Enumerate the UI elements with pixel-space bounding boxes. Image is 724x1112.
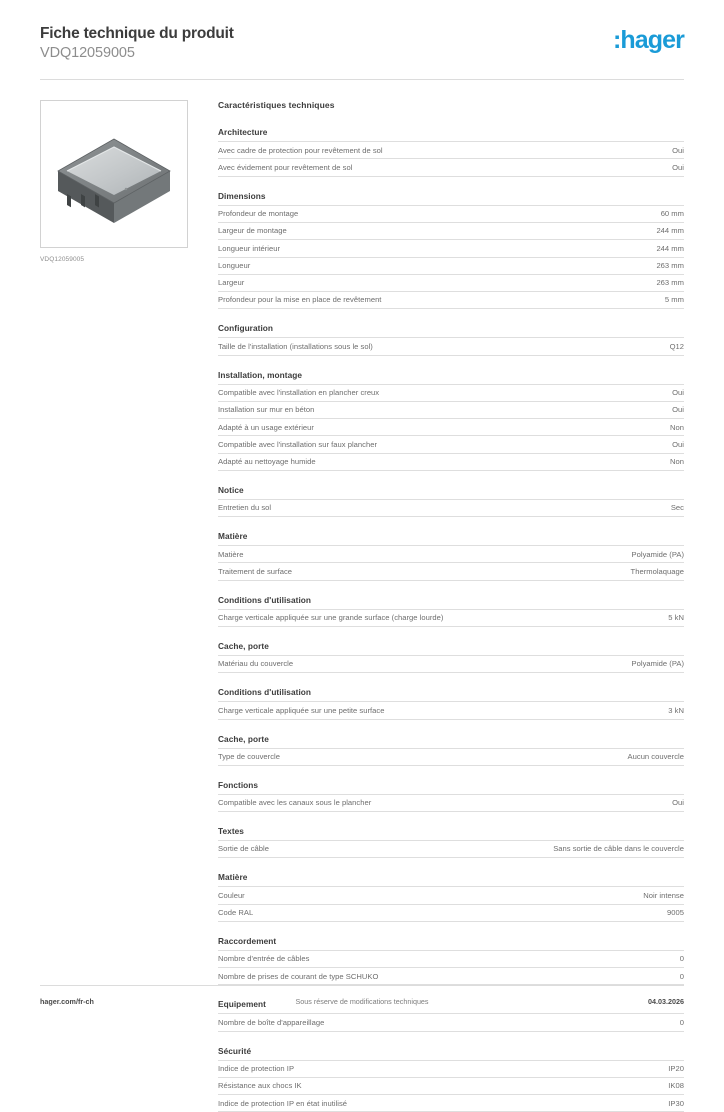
spec-row-value: IP30	[668, 1098, 684, 1108]
spec-row-label: Couleur	[218, 890, 245, 900]
title-block	[40, 22, 234, 63]
spec-row-value: 5 kN	[668, 613, 684, 623]
spec-section	[218, 826, 684, 858]
spec-row-value: IP20	[668, 1064, 684, 1074]
spec-row	[218, 840, 684, 858]
spec-row-value: 0	[679, 971, 684, 981]
spec-row-label: Installation sur mur en béton	[218, 405, 315, 415]
spec-row-value: Oui	[672, 388, 684, 397]
spec-row-label: Matière	[218, 549, 244, 559]
spec-row-label: Avec cadre de protection pour revêtement de sol	[218, 145, 383, 155]
spec-section	[218, 872, 684, 922]
hager-logo: :hager	[612, 26, 684, 54]
spec-section-heading: Conditions d'utilisation	[218, 687, 312, 698]
specifications-title: Caractéristiques techniques	[218, 100, 335, 111]
spec-section-heading: Dimensions	[218, 190, 266, 201]
spec-section-heading: Matière	[218, 531, 248, 542]
spec-row-label: Type de couvercle	[218, 751, 280, 761]
spec-row-value: 0	[679, 954, 684, 964]
spec-row-label: Charge verticale appliquée sur une petite surface	[218, 705, 385, 715]
spec-row-label: Entretien du sol	[218, 503, 272, 513]
spec-row-value: Polyamide (PA)	[631, 549, 684, 559]
spec-row-value: Thermolaquage	[630, 566, 684, 576]
spec-row	[218, 1013, 684, 1031]
spec-row-label: Largeur	[218, 278, 245, 288]
spec-row-value: Oui	[672, 405, 684, 415]
spec-row	[218, 158, 684, 176]
spec-row-label: Nombre de boîte d'appareillage	[218, 1017, 325, 1027]
product-code-subtitle: VDQ12059005	[40, 45, 135, 62]
product-image-frame	[40, 100, 188, 248]
spec-section	[218, 370, 684, 471]
spec-section-heading: Installation, montage	[218, 369, 303, 380]
spec-section-heading: Fonctions	[218, 779, 259, 790]
spec-row-value: 0	[679, 1017, 684, 1027]
spec-section-heading: Conditions d'utilisation	[218, 594, 312, 605]
spec-row-label: Charge verticale appliquée sur une grande surface (charge lourde)	[218, 613, 444, 623]
spec-row-value: 5 mm	[664, 295, 684, 305]
product-image-caption: VDQ12059005	[40, 256, 85, 264]
spec-row-value: Oui	[672, 798, 684, 808]
spec-section-heading: Cache, porte	[218, 641, 269, 651]
spec-section	[218, 595, 684, 627]
spec-row-value: 263 mm	[656, 260, 684, 270]
spec-row	[218, 435, 684, 452]
spec-row-label: Nombre d'entrée de câbles	[218, 954, 310, 964]
spec-row	[218, 384, 684, 401]
footer-date: 04.03.2026	[648, 997, 685, 1006]
spec-row	[218, 609, 684, 627]
spec-row	[218, 274, 684, 291]
spec-section-heading: Configuration	[218, 323, 274, 334]
spec-row	[218, 950, 684, 967]
spec-section	[218, 687, 684, 719]
spec-row-label: Avec évidement pour revêtement de sol	[218, 162, 353, 172]
spec-row-value: 263 mm	[656, 278, 684, 288]
spec-row-value: Aucun couvercle	[627, 751, 684, 761]
spec-row	[218, 545, 684, 562]
spec-row	[218, 904, 684, 922]
spec-row-value: Q12	[669, 341, 684, 351]
spec-row	[218, 655, 684, 673]
spec-row	[218, 748, 684, 766]
spec-section-heading: Cache, porte	[218, 733, 269, 744]
page-title: Fiche technique du produit	[40, 25, 234, 42]
spec-row	[218, 239, 684, 256]
spec-row	[218, 257, 684, 274]
spec-row-value: Non	[670, 422, 684, 432]
spec-row	[218, 701, 684, 719]
spec-section-heading: Sécurité	[218, 1045, 252, 1056]
spec-section	[218, 641, 684, 673]
spec-row	[218, 562, 684, 580]
spec-row	[218, 1060, 684, 1077]
floor-box-product-render	[48, 113, 180, 235]
spec-row-label: Indice de protection IP en état inutilisé	[218, 1098, 348, 1108]
spec-section-heading: Raccordement	[218, 935, 277, 946]
spec-section	[218, 323, 684, 355]
spec-section-heading: Notice	[218, 484, 244, 495]
spec-row-label: Compatible avec l'installation sur faux plancher	[218, 439, 378, 449]
spec-row-label: Largeur de montage	[218, 226, 287, 236]
spec-row-label: Taille de l'installation (installations sous le sol)	[218, 341, 373, 351]
spec-row	[218, 141, 684, 158]
spec-row-value: Polyamide (PA)	[631, 659, 684, 669]
spec-section	[218, 734, 684, 766]
spec-row	[218, 418, 684, 435]
spec-row-value: Sec	[670, 503, 684, 513]
spec-section-heading: Textes	[218, 826, 244, 837]
footer-disclaimer: Sous réserve de modifications techniques	[295, 997, 429, 1006]
spec-row-value: Oui	[672, 145, 684, 155]
spec-section	[218, 485, 684, 517]
spec-section	[218, 531, 684, 581]
spec-row-label: Compatible avec les canaux sous le plancher	[218, 798, 372, 808]
spec-row	[218, 205, 684, 222]
spec-section	[218, 780, 684, 812]
spec-row	[218, 1077, 684, 1094]
spec-row	[218, 222, 684, 239]
spec-row-value: Non	[670, 457, 684, 467]
spec-row	[218, 1094, 684, 1112]
spec-row-value: Noir intense	[643, 890, 684, 900]
specifications-table	[218, 127, 684, 1112]
spec-row-label: Sortie de câble	[218, 844, 269, 854]
spec-row-label: Profondeur pour la mise en place de revêtement	[218, 295, 382, 305]
spec-row-value: 9005	[667, 907, 684, 917]
spec-row-label: Indice de protection IP	[218, 1064, 295, 1074]
spec-row-label: Compatible avec l'installation en plancher creux	[218, 388, 380, 397]
spec-row-value: Oui	[672, 162, 684, 172]
spec-row-label: Adapté à un usage extérieur	[218, 422, 314, 432]
product-image-column	[40, 100, 190, 263]
spec-section-heading: Matière	[218, 872, 248, 883]
spec-row-value: Oui	[672, 439, 684, 449]
spec-row	[218, 337, 684, 355]
footer-website[interactable]: hager.com/fr-ch	[40, 997, 94, 1006]
spec-row-label: Traitement de surface	[218, 566, 292, 576]
spec-row-label: Longueur	[218, 260, 251, 270]
spec-row-label: Matériau du couvercle	[218, 659, 294, 669]
spec-row-value: IK08	[668, 1081, 684, 1091]
page-header	[40, 0, 684, 63]
spec-row	[218, 967, 684, 985]
spec-section	[218, 1046, 684, 1112]
spec-row	[218, 291, 684, 309]
spec-row	[218, 453, 684, 471]
spec-row-value: 3 kN	[668, 705, 684, 715]
spec-row	[218, 499, 684, 517]
spec-section	[218, 127, 684, 177]
spec-row-value: 60 mm	[660, 209, 684, 219]
spec-row	[218, 886, 684, 903]
page-content	[40, 80, 684, 1112]
spec-row-label: Adapté au nettoyage humide	[218, 457, 316, 467]
spec-section-heading: Architecture	[218, 127, 268, 138]
spec-row-label: Code RAL	[218, 907, 254, 917]
specifications-column	[190, 100, 684, 1112]
page-footer	[40, 985, 684, 1006]
spec-section	[218, 191, 684, 310]
spec-section-heading: Equipement	[218, 999, 266, 1010]
spec-section	[218, 936, 684, 986]
spec-row-value: 244 mm	[656, 226, 684, 236]
spec-row-value: 244 mm	[656, 243, 684, 253]
spec-row-value: Sans sortie de câble dans le couvercle	[553, 844, 684, 854]
spec-row	[218, 401, 684, 418]
spec-row-label: Résistance aux chocs IK	[218, 1081, 302, 1091]
spec-row-label: Nombre de prises de courant de type SCHUKO	[218, 971, 379, 981]
spec-row-label: Longueur intérieur	[218, 243, 280, 253]
spec-row	[218, 794, 684, 812]
spec-row-label: Profondeur de montage	[218, 209, 299, 219]
